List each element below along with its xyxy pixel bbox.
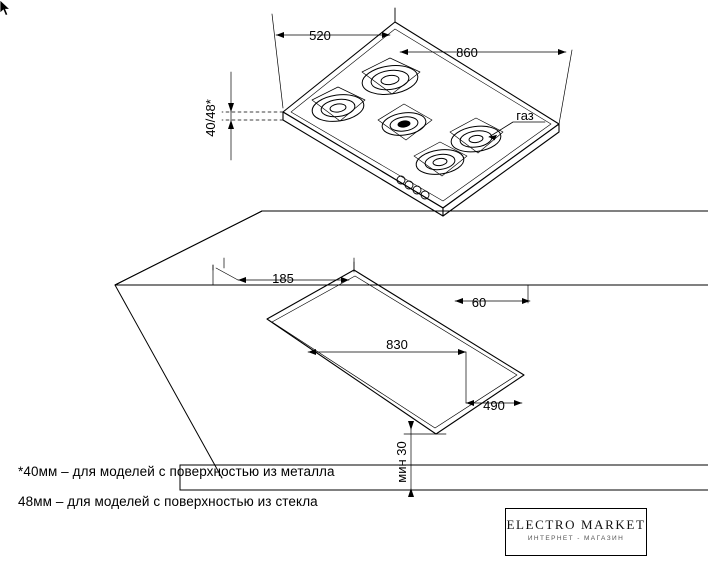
label-60: 60 xyxy=(471,295,487,310)
dimension-60 xyxy=(455,285,530,304)
label-830: 830 xyxy=(386,337,408,352)
dimension-40-48 xyxy=(222,72,283,160)
logo-name: ELECTRO MARKET xyxy=(506,517,646,532)
countertop-surface xyxy=(115,211,708,490)
label-gas: газ xyxy=(516,108,534,123)
label-185: 185 xyxy=(272,271,294,286)
note-metal-surface: *40мм – для моделей с поверхностью из металла xyxy=(18,464,335,479)
countertop-edge-band xyxy=(93,285,222,490)
watermark-logo xyxy=(505,508,647,556)
logo-tagline: ИНТЕРНЕТ - МАГАЗИН xyxy=(527,535,625,542)
label-520: 520 xyxy=(309,28,331,43)
note-glass-surface: 48мм – для моделей с поверхностью из стекла xyxy=(18,494,318,509)
label-min-30: мин 30 xyxy=(394,441,409,483)
dimension-min-30 xyxy=(404,421,446,497)
mouse-cursor xyxy=(0,0,12,18)
label-490: 490 xyxy=(483,398,505,413)
label-40-48: 40/48* xyxy=(203,99,218,137)
label-860: 860 xyxy=(456,45,478,60)
